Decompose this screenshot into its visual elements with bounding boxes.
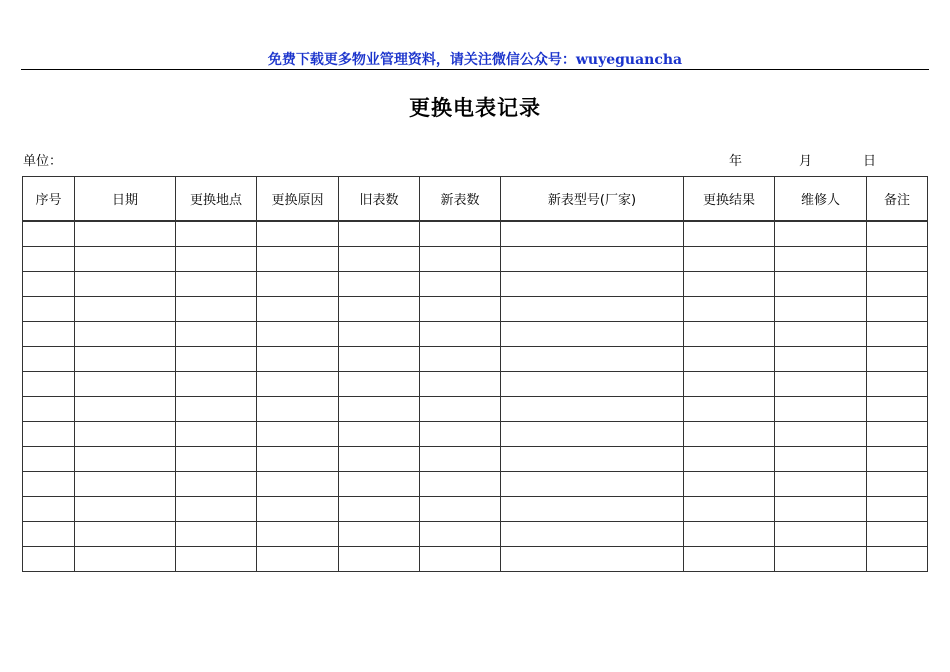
table-cell[interactable] [339,522,420,547]
table-cell[interactable] [176,497,257,522]
table-row [23,372,928,397]
table-cell[interactable] [775,322,867,347]
table-cell[interactable] [775,522,867,547]
table-row [23,547,928,572]
table-cell[interactable] [339,272,420,297]
table-cell[interactable] [684,322,775,347]
table-cell[interactable] [867,547,928,572]
table-cell[interactable] [176,547,257,572]
table-cell[interactable] [257,322,339,347]
table-cell[interactable] [339,472,420,497]
table-cell[interactable] [75,522,176,547]
table-cell[interactable] [257,347,339,372]
table-cell[interactable] [339,447,420,472]
table-cell[interactable] [23,297,75,322]
table-cell[interactable] [867,522,928,547]
table-cell[interactable] [420,297,501,322]
table-cell[interactable] [75,447,176,472]
table-cell[interactable] [23,221,75,247]
document-title: 更换电表记录 [409,96,541,120]
table-cell[interactable] [257,397,339,422]
header-cell-remarks: 备注 [867,177,928,222]
table-cell[interactable] [867,272,928,297]
table-row [23,297,928,322]
day-label: 日 [863,154,877,169]
year-label: 年 [729,154,743,169]
table-cell[interactable] [775,547,867,572]
table-row [23,447,928,472]
table-cell[interactable] [684,221,775,247]
header-cell-reason: 更换原因 [257,177,339,222]
table-cell[interactable] [176,422,257,447]
table-cell[interactable] [23,272,75,297]
table-cell[interactable] [775,447,867,472]
table-cell[interactable] [176,347,257,372]
table-cell[interactable] [75,322,176,347]
table-cell[interactable] [867,247,928,272]
table-cell[interactable] [867,397,928,422]
table-cell[interactable] [501,522,684,547]
table-cell[interactable] [501,297,684,322]
table-cell[interactable] [775,297,867,322]
table-cell[interactable] [684,447,775,472]
table-cell[interactable] [501,322,684,347]
table-cell[interactable] [75,372,176,397]
table-cell[interactable] [420,422,501,447]
table-row [23,472,928,497]
table-cell[interactable] [684,472,775,497]
table-cell[interactable] [867,372,928,397]
table-cell[interactable] [23,397,75,422]
table-row [23,322,928,347]
table-cell[interactable] [867,422,928,447]
table-cell[interactable] [176,247,257,272]
table-cell[interactable] [339,221,420,247]
header-divider [21,69,929,70]
table-cell[interactable] [257,547,339,572]
unit-label: 单位： [23,154,63,169]
header-cell-old-reading: 旧表数 [339,177,420,222]
header-cell-location: 更换地点 [176,177,257,222]
table-cell[interactable] [75,297,176,322]
table-cell[interactable] [176,397,257,422]
table-cell[interactable] [775,372,867,397]
table-cell[interactable] [775,272,867,297]
table-row [23,221,928,247]
table-cell[interactable] [775,247,867,272]
table-cell[interactable] [420,372,501,397]
table-cell[interactable] [257,497,339,522]
table-cell[interactable] [176,472,257,497]
table-row [23,347,928,372]
table-cell[interactable] [23,247,75,272]
table-cell[interactable] [75,497,176,522]
table-cell[interactable] [339,297,420,322]
table-cell[interactable] [176,322,257,347]
table-cell[interactable] [420,447,501,472]
table-cell[interactable] [75,397,176,422]
table-cell[interactable] [176,221,257,247]
table-cell[interactable] [867,297,928,322]
table-cell[interactable] [257,422,339,447]
table-cell[interactable] [501,397,684,422]
table-cell[interactable] [501,347,684,372]
meter-replacement-table [22,176,928,572]
table-cell[interactable] [257,472,339,497]
table-cell[interactable] [867,221,928,247]
table-cell[interactable] [257,522,339,547]
table-cell[interactable] [420,221,501,247]
table-cell[interactable] [867,447,928,472]
table-cell[interactable] [420,322,501,347]
table-cell[interactable] [75,472,176,497]
table-cell[interactable] [75,272,176,297]
table-cell[interactable] [23,447,75,472]
table-cell[interactable] [257,297,339,322]
table-cell[interactable] [501,247,684,272]
table-cell[interactable] [176,272,257,297]
table-cell[interactable] [339,547,420,572]
table-cell[interactable] [501,422,684,447]
table-cell[interactable] [684,247,775,272]
table-cell[interactable] [775,397,867,422]
header-cell-new-model: 新表型号(厂家) [501,177,684,222]
promo-banner: 免费下载更多物业管理资料，请关注微信公众号：wuyeguancha [267,52,683,68]
table-cell[interactable] [339,397,420,422]
table-cell[interactable] [339,422,420,447]
table-cell[interactable] [420,522,501,547]
table-body [23,221,928,572]
table-cell[interactable] [775,497,867,522]
table-cell[interactable] [176,447,257,472]
table-cell[interactable] [420,247,501,272]
table-cell[interactable] [23,422,75,447]
header-cell-result: 更换结果 [684,177,775,222]
table-cell[interactable] [339,372,420,397]
table-cell[interactable] [684,547,775,572]
table-cell[interactable] [23,322,75,347]
table-cell[interactable] [176,522,257,547]
table-cell[interactable] [775,221,867,247]
table-header-row [23,177,928,222]
table-cell[interactable] [420,397,501,422]
table-cell[interactable] [501,472,684,497]
header-cell-date: 日期 [75,177,176,222]
table-cell[interactable] [684,297,775,322]
header-cell-serial: 序号 [23,177,75,222]
table-cell[interactable] [23,347,75,372]
table-row [23,422,928,447]
table-row [23,397,928,422]
table-cell[interactable] [75,347,176,372]
table-cell[interactable] [867,322,928,347]
table-cell[interactable] [684,347,775,372]
table-cell[interactable] [684,397,775,422]
table-cell[interactable] [23,547,75,572]
table-cell[interactable] [257,272,339,297]
table-cell[interactable] [339,497,420,522]
table-cell[interactable] [867,472,928,497]
table-cell[interactable] [75,547,176,572]
table-cell[interactable] [420,547,501,572]
table-row [23,272,928,297]
table-row [23,522,928,547]
table-cell[interactable] [867,497,928,522]
table-cell[interactable] [684,372,775,397]
table-row [23,497,928,522]
table-cell[interactable] [501,272,684,297]
table-cell[interactable] [257,447,339,472]
header-cell-new-reading: 新表数 [420,177,501,222]
table-cell[interactable] [339,322,420,347]
table-cell[interactable] [501,547,684,572]
month-label: 月 [799,154,813,169]
table-cell[interactable] [176,372,257,397]
table-cell[interactable] [257,247,339,272]
table-cell[interactable] [775,422,867,447]
table-cell[interactable] [420,472,501,497]
table-cell[interactable] [684,422,775,447]
table-cell[interactable] [75,221,176,247]
table-cell[interactable] [775,347,867,372]
table-cell[interactable] [684,272,775,297]
table-cell[interactable] [257,372,339,397]
table-cell[interactable] [75,422,176,447]
table-cell[interactable] [257,221,339,247]
table-cell[interactable] [501,497,684,522]
table-cell[interactable] [23,472,75,497]
table-cell[interactable] [23,497,75,522]
table-cell[interactable] [684,522,775,547]
table-cell[interactable] [23,522,75,547]
table-cell[interactable] [684,497,775,522]
table-cell[interactable] [176,297,257,322]
table-cell[interactable] [501,372,684,397]
table-row [23,247,928,272]
table-cell[interactable] [420,272,501,297]
table-cell[interactable] [75,247,176,272]
header-cell-repairer: 维修人 [775,177,867,222]
table-cell[interactable] [501,447,684,472]
table-cell[interactable] [867,347,928,372]
table-cell[interactable] [339,347,420,372]
table-cell[interactable] [501,221,684,247]
table-cell[interactable] [775,472,867,497]
table-cell[interactable] [23,372,75,397]
table-cell[interactable] [339,247,420,272]
table-cell[interactable] [420,347,501,372]
table-cell[interactable] [420,497,501,522]
